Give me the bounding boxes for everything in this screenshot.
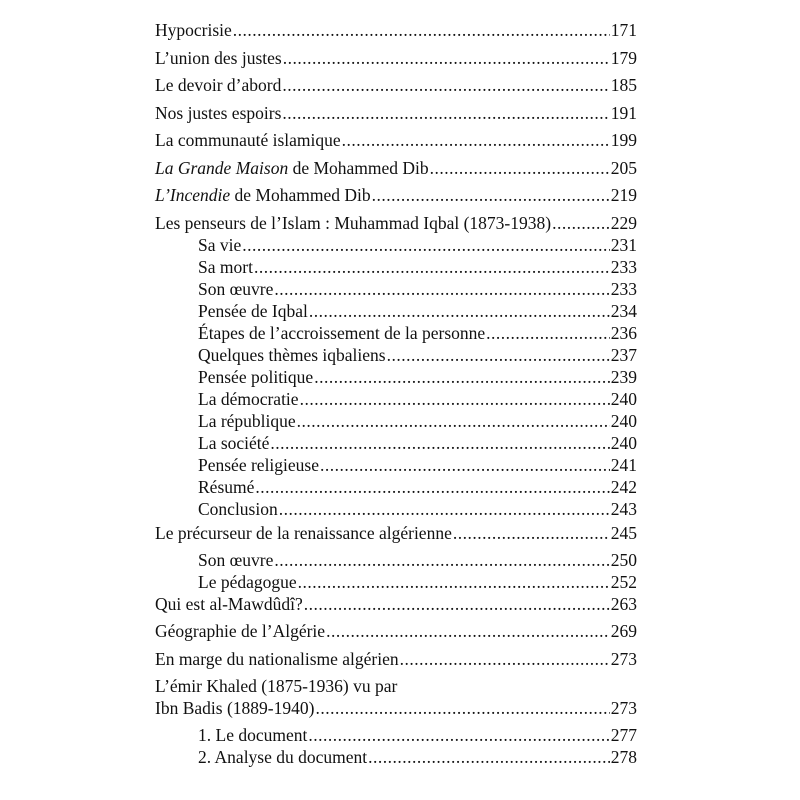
toc-entry[interactable]	[155, 47, 637, 69]
dot-leader	[387, 344, 610, 366]
toc-entry-page: 273	[610, 648, 637, 669]
toc-entry-page: 229	[610, 212, 637, 233]
dot-leader	[372, 184, 610, 206]
dot-leader	[242, 234, 609, 256]
dot-leader	[233, 19, 610, 41]
dot-leader	[326, 620, 610, 642]
toc-entry-page: 240	[610, 388, 637, 409]
toc-entry-title: Sa mort	[198, 256, 253, 277]
toc-entry-title: La république	[198, 410, 296, 431]
toc-entry-page: 245	[610, 522, 637, 543]
dot-leader	[255, 476, 609, 498]
toc-entry-title: Son œuvre	[198, 278, 274, 299]
toc-entry-page: 219	[610, 185, 637, 205]
toc-entry[interactable]	[155, 620, 637, 642]
toc-entry[interactable]	[155, 157, 637, 179]
dot-leader	[314, 366, 610, 388]
dot-leader	[298, 571, 610, 593]
dot-leader	[274, 278, 609, 300]
toc-entry-title: Étapes de l’accroissement de la personne	[198, 322, 486, 343]
dot-leader	[430, 157, 610, 179]
dot-leader	[342, 129, 610, 151]
toc-entry-title: 2. Analyse du document	[198, 747, 368, 767]
toc-entry[interactable]	[155, 522, 637, 544]
toc-entry-title: L’union des justes	[155, 47, 282, 68]
dot-leader	[282, 74, 609, 96]
toc-subentry[interactable]	[155, 498, 637, 520]
toc-subentry[interactable]	[155, 432, 637, 454]
toc-subentry[interactable]	[155, 388, 637, 410]
toc-entry-page: 277	[610, 725, 637, 745]
toc-subentry[interactable]	[155, 300, 637, 322]
toc-entry-page: 191	[610, 102, 637, 123]
toc-entry[interactable]	[155, 593, 637, 615]
toc-entry[interactable]	[155, 19, 637, 41]
toc-entry-page: 171	[610, 20, 637, 40]
dot-leader	[270, 432, 609, 454]
toc-entry-title-line2: Ibn Badis (1889-1940)	[155, 698, 315, 718]
toc-entry-page: 241	[610, 454, 637, 475]
dot-leader	[315, 697, 609, 719]
toc-entry-page: 185	[610, 75, 637, 95]
toc-entry-title: Sa vie	[198, 234, 242, 255]
toc-entry[interactable]	[155, 648, 637, 670]
toc-entry-page: 199	[610, 130, 637, 150]
toc-entry-page: 243	[610, 498, 637, 519]
toc-entry-page: 240	[610, 432, 637, 453]
dot-leader	[254, 256, 610, 278]
toc-entry-title: Le devoir d’abord	[155, 75, 282, 95]
title-suffix: de Mohammed Dib	[288, 157, 429, 178]
toc-entry[interactable]	[155, 697, 637, 719]
dot-leader	[304, 593, 610, 615]
toc-subentry[interactable]	[155, 278, 637, 300]
toc-entry-title: Les penseurs de l’Islam : Muhammad Iqbal (1873-1938)	[155, 212, 552, 233]
toc-entry[interactable]	[155, 212, 637, 234]
dot-leader	[300, 388, 610, 410]
dot-leader	[486, 322, 610, 344]
toc-subentry[interactable]	[155, 410, 637, 432]
toc-entry-title: La communauté islamique	[155, 130, 341, 150]
dot-leader	[453, 522, 610, 544]
toc-entry-page: 273	[610, 698, 637, 718]
toc-entry-title: Pensée de Iqbal	[198, 300, 308, 321]
toc-entry-title-line1[interactable]: L’émir Khaled (1875-1936) vu par	[155, 676, 398, 696]
toc-entry-page: 269	[610, 621, 637, 641]
toc-entry-page: 179	[610, 47, 637, 68]
table-of-contents	[155, 14, 637, 768]
dot-leader	[309, 300, 610, 322]
toc-subentry[interactable]	[155, 366, 637, 388]
toc-entry-title: Hypocrisie	[155, 20, 232, 40]
toc-subentry[interactable]	[155, 571, 637, 593]
toc-entry-title: La démocratie	[198, 388, 299, 409]
toc-entry-title: Le précurseur de la renaissance algérienne	[155, 522, 452, 543]
toc-entry-page: 278	[610, 747, 637, 767]
dot-leader	[274, 549, 609, 571]
dot-leader	[279, 498, 610, 520]
toc-entry-page: 234	[610, 300, 637, 321]
toc-entry-title: Son œuvre	[198, 549, 274, 570]
toc-entry-page: 205	[610, 157, 637, 178]
toc-entry[interactable]	[155, 102, 637, 124]
toc-subentry[interactable]	[155, 344, 637, 366]
toc-subentry[interactable]	[155, 549, 637, 571]
toc-entry-page: 239	[610, 366, 637, 387]
toc-entry-title: Le pédagogue	[198, 571, 297, 592]
dot-leader	[282, 102, 609, 124]
toc-subentry[interactable]	[155, 476, 637, 498]
toc-subentry[interactable]	[155, 234, 637, 256]
toc-entry-page: 263	[610, 593, 637, 614]
toc-entry-title: Quelques thèmes iqbaliens	[198, 344, 386, 365]
toc-entry-title	[155, 157, 429, 179]
toc-subentry[interactable]	[155, 724, 637, 746]
dot-leader	[320, 454, 610, 476]
toc-entry-title: Qui est al-Mawdûdî?	[155, 593, 303, 614]
toc-entry-title: En marge du nationalisme algérien	[155, 648, 399, 669]
toc-entry-title: Géographie de l’Algérie	[155, 621, 326, 641]
book-title-italic: La Grande Maison	[155, 157, 289, 178]
dot-leader	[283, 47, 610, 69]
toc-subentry[interactable]	[155, 454, 637, 476]
dot-leader	[400, 648, 610, 670]
toc-entry-title: Nos justes espoirs	[155, 102, 282, 123]
book-title-italic: L’Incendie	[155, 185, 231, 205]
toc-entry-title: Résumé	[198, 476, 255, 497]
toc-entry-title: 1. Le document	[198, 725, 308, 745]
toc-entry[interactable]	[155, 129, 637, 151]
toc-subentry[interactable]	[155, 746, 637, 768]
toc-entry-page: 236	[610, 322, 637, 343]
toc-entry-page: 242	[610, 476, 637, 497]
toc-entry[interactable]	[155, 74, 637, 96]
toc-entry-title: La société	[198, 432, 270, 453]
toc-subentry[interactable]	[155, 322, 637, 344]
dot-leader	[552, 212, 610, 234]
toc-entry-title: Pensée religieuse	[198, 454, 319, 475]
toc-entry-page: 233	[610, 256, 637, 277]
title-suffix: de Mohammed Dib	[230, 185, 371, 205]
toc-entry-page: 250	[610, 549, 637, 570]
toc-entry-page: 252	[610, 571, 637, 592]
toc-entry-title	[155, 184, 371, 206]
toc-subentry[interactable]	[155, 256, 637, 278]
dot-leader	[368, 746, 610, 768]
toc-entry[interactable]	[155, 184, 637, 206]
toc-entry-page: 233	[610, 278, 637, 299]
toc-entry-page: 231	[610, 234, 637, 255]
dot-leader	[297, 410, 610, 432]
toc-entry-page: 237	[610, 344, 637, 365]
toc-entry-title: Conclusion	[198, 498, 278, 519]
dot-leader	[308, 724, 609, 746]
toc-entry-title: Pensée politique	[198, 366, 314, 387]
toc-entry-page: 240	[610, 410, 637, 431]
